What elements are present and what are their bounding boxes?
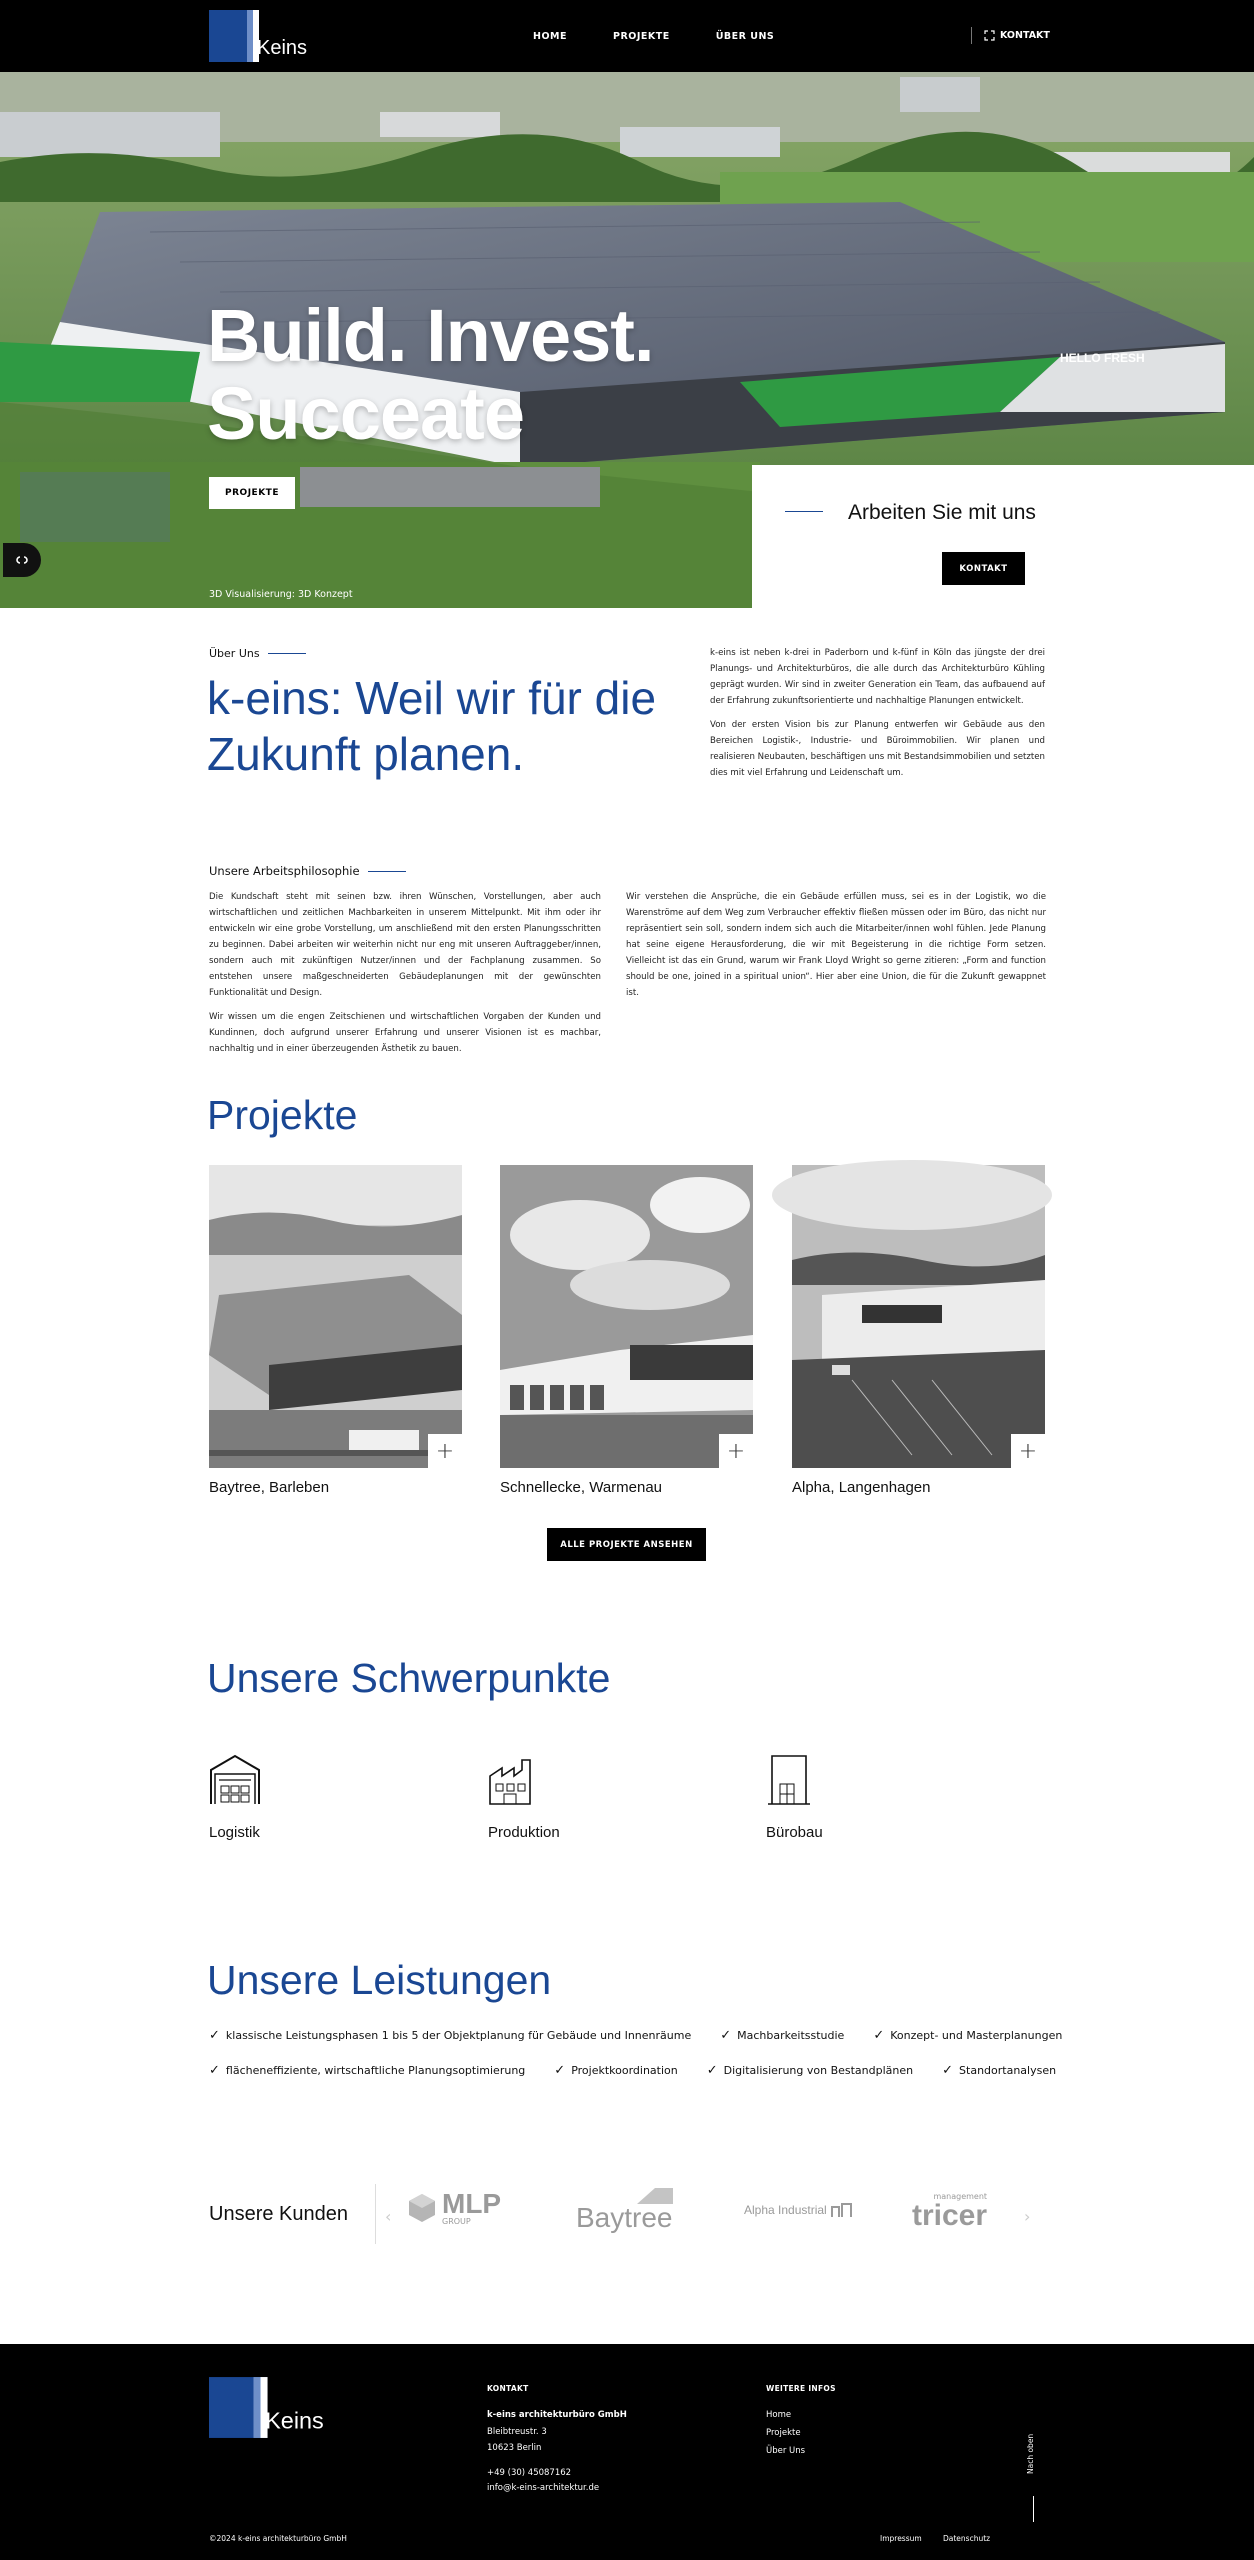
philosophy-label xyxy=(209,864,406,878)
back-to-top-link[interactable]: Nach oben xyxy=(1026,2433,1035,2474)
focus-label: Produktion xyxy=(488,1824,560,1841)
mlp-emblem-icon xyxy=(408,2193,436,2223)
cookie-icon xyxy=(14,555,30,565)
project-card-baytree[interactable] xyxy=(209,1165,462,1496)
all-projects-button[interactable]: ALLE PROJEKTE ANSEHEN xyxy=(547,1528,706,1561)
client-logo-alpha: Alpha Industrial xyxy=(744,2202,853,2218)
check-icon: ✓ xyxy=(720,2028,732,2043)
work-with-us-contact-button[interactable]: KONTAKT xyxy=(942,552,1025,585)
nav-ueber-uns[interactable]: ÜBER UNS xyxy=(715,30,775,42)
k-eins-logo[interactable] xyxy=(209,10,308,62)
hero-caption: 3D Visualisierung: 3D Konzept xyxy=(209,589,353,600)
project-card-schnellecke[interactable] xyxy=(500,1165,753,1496)
service-item: ✓ Konzept- und Masterplanungen xyxy=(873,2028,1063,2043)
work-with-us-accent-line xyxy=(785,511,823,512)
about-label xyxy=(209,647,306,660)
footer-phone[interactable]: +49 (30) 45087162 xyxy=(487,2468,572,2478)
services-row-2 xyxy=(209,2063,1085,2078)
hero-title xyxy=(207,294,654,455)
footer-email[interactable]: info@k-eins-architektur.de xyxy=(487,2483,600,2493)
hero-title-line2: Succeate xyxy=(207,372,524,455)
project-expand-button[interactable]: + xyxy=(719,1434,753,1468)
about-paragraph: Von der ersten Vision bis zur Planung entwerfen wir Gebäude aus den Bereichen Logistik-, Industrie- und Büroimmobilien. Wir planen und realisieren Neubauten, beschäftigen uns mit Bestandsimmobilien und setzten dies mit viel Erfahrung und Leidenschaft um. xyxy=(710,720,1045,778)
philosophy-paragraph: Wir wissen um die engen Zeitschienen und wirtschaftlichen Vorgaben der Kunden und Kundinnen, doch aufgrund unserer Erfahrung und unserer Visionen ist es machbar, nachhaltig und in einer überzeugenden Ästhetik zu bauen. xyxy=(209,1012,601,1054)
svg-text:Keins: Keins xyxy=(257,37,308,59)
focus-label: Bürobau xyxy=(766,1824,823,1841)
philosophy-paragraph: Die Kundschaft steht mit seinen bzw. ihren Wünschen, Vorstellungen, aber auch wirtschaftlichen und zeitlichen Machbarkeiten in unserem Mittelpunkt. Mit ihm oder ihr entwickeln wir eine grobe Vorstellung, um anschließend mit den ersten Planungsschritten zu beginnen. Dabei arbeiten wir weiterhin nicht nur eng mit unseren Auftraggeber/innen, sondern auch mit zukünftigen Nutzer/innen und der Fachplanung zusammen. So entstehen unsere maßgeschneiderten Gebäudeplanungen mit der gewünschten Funktionalität und Design. xyxy=(209,892,601,998)
footer-city: 10623 Berlin xyxy=(487,2443,542,2453)
office-building-icon xyxy=(766,1754,812,1806)
project-photo-baytree xyxy=(209,1165,462,1468)
service-item: ✓ Projektkoordination xyxy=(554,2063,678,2078)
clients-divider xyxy=(375,2184,376,2244)
svg-text:HELLO FRESH: HELLO FRESH xyxy=(1060,351,1145,365)
alpha-emblem-icon xyxy=(831,2202,853,2218)
footer-link-home[interactable]: Home xyxy=(766,2410,792,2420)
project-photo-schnellecke xyxy=(500,1165,753,1468)
main-nav xyxy=(533,0,820,72)
philosophy-column-2 xyxy=(626,889,1046,1001)
project-image[interactable] xyxy=(792,1165,1045,1468)
carousel-next-icon[interactable]: › xyxy=(1024,2207,1031,2226)
client-logo-tricer: management tricer xyxy=(912,2192,988,2232)
check-icon: ✓ xyxy=(942,2063,954,2078)
service-item: ✓ Digitalisierung von Bestandplänen xyxy=(706,2063,914,2078)
clients-label: Unsere Kunden xyxy=(209,2203,348,2225)
philosophy-paragraph: Wir verstehen die Ansprüche, die ein Gebäude erfüllen muss, sei es in der Logistik, wo die Warenströme auf dem Weg zum Verbraucher effektiv fließen müssen oder im Büro, das nicht nur repräsentiert sein soll, sondern indem sich auch die Mitarbeiter/innen wohl fühlen. Jede Planung hat seine eigene Herausforderung, die wir mit Begeisterung in die richtige Form setzen. Vielleicht ist das ein Grund, warum wir Frank Lloyd Wright so gerne zitieren: „Form and function should be one, joined in a spiritual union“. Hier aber eine Union, die für die Zukunft gewappnet ist. xyxy=(626,892,1046,998)
check-icon: ✓ xyxy=(209,2028,220,2043)
hero-title-line1: Build. Invest. xyxy=(207,294,654,377)
work-with-us-title: Arbeiten Sie mit uns xyxy=(848,501,1036,524)
site-header xyxy=(0,0,1254,72)
services-heading: Unsere Leistungen xyxy=(207,1957,552,2003)
project-image[interactable] xyxy=(500,1165,753,1468)
focus-label: Logistik xyxy=(209,1824,260,1841)
footer-street: Bleibtreustr. 3 xyxy=(487,2427,547,2437)
header-contact-label: KONTAKT xyxy=(1000,30,1050,41)
nav-home[interactable]: HOME xyxy=(533,30,567,42)
work-with-us-panel xyxy=(752,465,1254,609)
project-image[interactable] xyxy=(209,1165,462,1468)
focus-item-logistik xyxy=(209,1754,261,1841)
footer-link-ueber-uns[interactable]: Über Uns xyxy=(766,2446,806,2456)
factory-icon xyxy=(488,1754,534,1806)
about-heading: k-eins: Weil wir für die Zukunft planen. xyxy=(207,672,657,780)
project-title[interactable]: Alpha, Langenhagen xyxy=(792,1479,931,1496)
philosophy-label-line xyxy=(368,871,406,872)
service-item: ✓ klassische Leistungsphasen 1 bis 5 der Objektplanung für Gebäude und Innenräume xyxy=(209,2028,692,2043)
client-logo-baytree: Baytree xyxy=(576,2186,673,2234)
back-to-top-line xyxy=(1033,2496,1034,2522)
service-item: ✓ flächeneffiziente, wirtschaftliche Planungsoptimierung xyxy=(209,2063,526,2078)
focus-item-produktion xyxy=(488,1754,560,1841)
about-label-text: Über Uns xyxy=(209,647,260,660)
footer-copyright: ©2024 k-eins architekturbüro GmbH xyxy=(209,2534,347,2543)
footer-more-heading: WEITERE INFOS xyxy=(766,2384,836,2393)
about-text xyxy=(710,645,1045,789)
project-title[interactable]: Schnellecke, Warmenau xyxy=(500,1479,663,1496)
check-icon: ✓ xyxy=(554,2063,566,2078)
nav-divider xyxy=(971,27,972,44)
focus-item-buerobau xyxy=(766,1754,823,1841)
nav-projekte[interactable]: PROJEKTE xyxy=(612,30,670,42)
about-label-line xyxy=(268,653,306,654)
header-contact-link[interactable] xyxy=(985,27,1050,44)
services-row-1 xyxy=(209,2028,1091,2043)
projects-heading: Projekte xyxy=(207,1092,358,1138)
philosophy-label-text: Unsere Arbeitsphilosophie xyxy=(209,864,360,878)
warehouse-icon xyxy=(209,1754,261,1806)
project-photo-alpha xyxy=(792,1165,1045,1468)
project-card-alpha[interactable] xyxy=(792,1165,1045,1496)
carousel-prev-icon[interactable]: ‹ xyxy=(385,2207,392,2226)
footer-link-projekte[interactable]: Projekte xyxy=(766,2428,801,2438)
footer-k-eins-logo[interactable] xyxy=(209,2377,324,2438)
project-title[interactable]: Baytree, Barleben xyxy=(209,1479,330,1496)
focus-heading: Unsere Schwerpunkte xyxy=(207,1655,611,1701)
footer-contact-heading: KONTAKT xyxy=(487,2384,529,2393)
site-footer xyxy=(0,2344,1254,2560)
check-icon: ✓ xyxy=(209,2063,220,2078)
expand-icon xyxy=(985,31,994,40)
cookie-settings-button[interactable] xyxy=(3,543,41,577)
service-item: ✓ Machbarkeitsstudie xyxy=(720,2028,845,2043)
footer-company: k-eins architekturbüro GmbH xyxy=(487,2410,627,2420)
check-icon: ✓ xyxy=(873,2028,885,2043)
client-logo-mlp: MLP GROUP xyxy=(408,2190,501,2226)
project-expand-button[interactable]: + xyxy=(428,1434,462,1468)
footer-impressum-link[interactable]: Impressum xyxy=(880,2534,922,2543)
footer-datenschutz-link[interactable]: Datenschutz xyxy=(943,2534,991,2543)
hero-projekte-button[interactable]: PROJEKTE xyxy=(209,477,295,509)
svg-text:Keins: Keins xyxy=(265,2407,324,2434)
about-paragraph: k-eins ist neben k-drei in Paderborn und k-fünf in Köln das jüngste der drei Planungs- und Architekturbüros, die alle durch das Architekturbüro Kühling geprägt wurden. Wir sind in zweiter Generation ein Team, das aufbauend auf der Erfahrung zukunftsorientierte und nachhaltige Planungen entwickelt. xyxy=(710,648,1045,706)
service-item: ✓ Standortanalysen xyxy=(942,2063,1057,2078)
check-icon: ✓ xyxy=(706,2063,718,2078)
philosophy-column-1 xyxy=(209,889,601,1065)
project-expand-button[interactable]: + xyxy=(1011,1434,1045,1468)
